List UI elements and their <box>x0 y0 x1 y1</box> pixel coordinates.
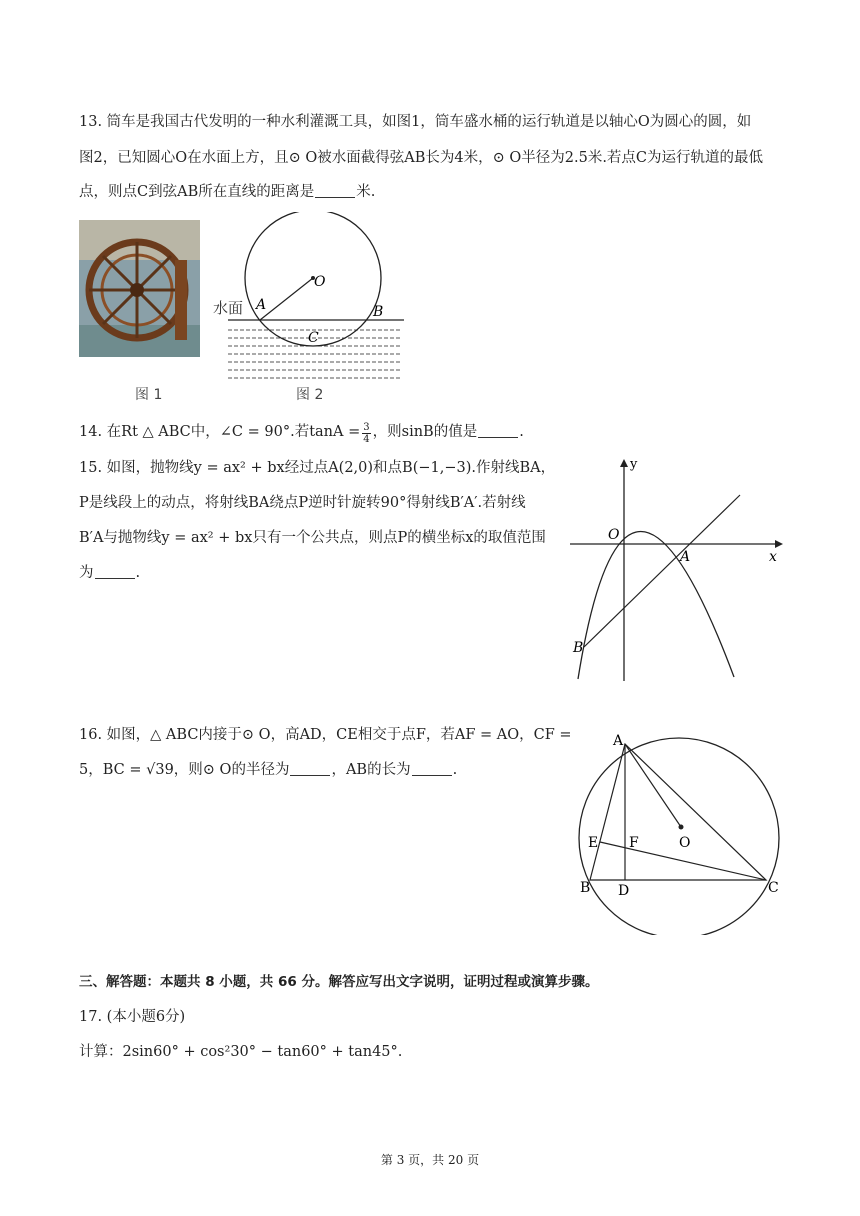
section-heading: 三、解答题：本题共 8 小题，共 66 分。解答应写出文字说明，证明过程或演算步骤。 <box>79 974 599 990</box>
q15-line-4-text: 为 <box>79 565 94 581</box>
q15-line-4 <box>79 563 140 583</box>
point-a-label: A <box>680 549 691 565</box>
page-footer: 第 3 页，共 20 页 <box>380 1153 480 1167</box>
point-c-label: C <box>768 880 779 896</box>
q15-line-3: B′A与抛物线y = ax² + bx只有一个公共点，则点P的横坐标x的取值范围 <box>79 530 546 546</box>
point-d-label: D <box>618 883 630 899</box>
q16-line-1: 16. 如图，△ ABC内接于⊙ O，高AD，CE相交于点F，若AF = AO，CF = <box>79 727 572 743</box>
point-b-label: B <box>573 640 584 656</box>
fraction-three-quarters <box>362 422 370 445</box>
q16-line-2-end: . <box>452 762 458 778</box>
answer-blank <box>315 183 355 198</box>
q14-text: 14. 在Rt △ ABC中，∠C = 90°.若tanA = <box>79 424 361 440</box>
q14-line <box>79 422 524 445</box>
figure-2-circle-diagram <box>210 212 410 382</box>
answer-blank <box>412 761 452 776</box>
q15-line-2: P是线段上的动点，将射线BA绕点P逆时针旋转90°得射线B′A′.若射线 <box>79 495 526 511</box>
point-f-label: F <box>629 835 639 851</box>
answer-blank <box>95 564 135 579</box>
center-o-label: O <box>679 835 691 851</box>
q17-title: 17. (本小题6分) <box>79 1009 186 1025</box>
answer-blank <box>478 423 518 438</box>
parabola-diagram <box>570 455 790 685</box>
q16-line-2-text: 5，BC = √39，则⊙ O的半径为 <box>79 762 290 778</box>
triangle-circle-diagram <box>575 730 790 935</box>
answer-blank <box>290 761 330 776</box>
q14-end: . <box>519 424 524 440</box>
q17-text: 计算：2sin60° + cos²30° − tan60° + tan45°. <box>79 1044 403 1060</box>
y-axis-label: y <box>630 457 638 472</box>
q16-line-2 <box>79 760 457 780</box>
point-c-label: C <box>308 330 319 346</box>
q13-line-1: 13. 筒车是我国古代发明的一种水利灌溉工具，如图1，筒车盛水桶的运行轨道是以轴心O为圆心的圆，如 <box>79 114 752 130</box>
origin-label: O <box>608 527 620 543</box>
q13-line-3-text: 点，则点C到弦AB所在直线的距离是 <box>79 184 315 200</box>
q15-line-1: 15. 如图，抛物线y = ax² + bx经过点A(2,0)和点B(−1,−3).作射线BA， <box>79 460 556 476</box>
q14-text-2: ，则sinB的值是 <box>372 424 478 440</box>
q16-line-2-text-2: ，AB的长为 <box>331 762 411 778</box>
q15-line-4-end: . <box>135 565 141 581</box>
q13-line-3 <box>79 182 375 202</box>
point-a-label: A <box>256 297 267 313</box>
water-wheel-photo <box>79 220 200 357</box>
x-axis-label: x <box>769 549 777 565</box>
point-e-label: E <box>588 835 599 851</box>
point-a-label: A <box>613 733 624 749</box>
fraction-denominator: 4 <box>363 434 370 445</box>
q13-line-3-unit: 米. <box>356 184 376 200</box>
point-b-label: B <box>373 304 384 320</box>
q13-line-2: 图2，已知圆心O在水面上方，且⊙ O被水面截得弦AB长为4米，⊙ O半径为2.5米.若点C为运行轨道的最低 <box>79 150 764 166</box>
figure-2-caption: 图 2 <box>296 387 324 403</box>
figure-1-caption: 图 1 <box>135 387 163 403</box>
point-b-label: B <box>580 880 591 896</box>
center-o-label: O <box>314 274 326 290</box>
water-surface-label: 水面 <box>213 299 244 317</box>
fraction-numerator: 3 <box>363 422 370 433</box>
